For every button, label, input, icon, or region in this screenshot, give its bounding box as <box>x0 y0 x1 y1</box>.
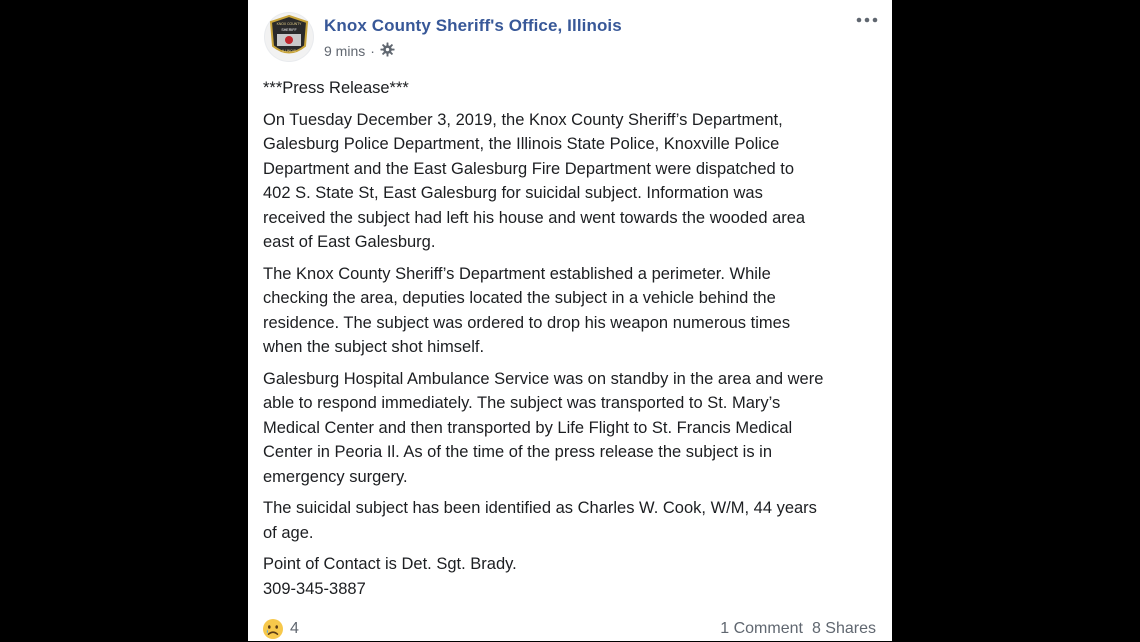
sad-emoji-icon <box>262 618 284 640</box>
meta-separator: · <box>370 43 375 59</box>
shares-count-link[interactable]: 8 Shares <box>811 620 876 637</box>
sheriff-badge-logo-icon <box>264 12 314 62</box>
post-paragraph: On Tuesday December 3, 2019, the Knox County Sheriff’s Department, Galesburg Police Department, the Illinois State Police, Knoxville Police Department and the East Galesburg Fire Department were dispatched to 402 S. State St, East Galesburg for suicidal subject. Information was received the subject had left his house and went towards the wooded area east of East Galesburg. <box>263 110 806 251</box>
post-paragraph-contact: Point of Contact is Det. Sgt. Brady. 309-345-3887 <box>263 555 517 598</box>
page-avatar[interactable] <box>264 12 314 62</box>
post-paragraph: Galesburg Hospital Ambulance Service was on standby in the area and were able to respond immediately. The subject was transported to St. Mary’s Medical Center and then transported by Life Flight to St. Francis Medical Center in Peoria Il. As of the time of the press release the subject is in emergency surgery. <box>263 369 824 486</box>
post-paragraph-heading: ***Press Release*** <box>263 79 409 97</box>
logo-text-middle: SHERIFF <box>281 28 297 32</box>
post-paragraph: The Knox County Sheriff’s Department established a perimeter. While checking the area, deputies located the subject in a vehicle behind the residence. The subject was ordered to drop his weapon numerous times when the subject shot himself. <box>263 264 791 356</box>
reaction-count: 4 <box>290 620 299 637</box>
reaction-summary[interactable] <box>262 618 299 640</box>
gear-icon[interactable] <box>380 42 395 60</box>
post-footer <box>262 616 876 642</box>
page-name-link[interactable]: Knox County Sheriff's Office, Illinois <box>324 16 622 35</box>
post-meta <box>324 42 395 60</box>
post-body <box>263 76 875 608</box>
more-options-button[interactable] <box>854 10 880 30</box>
ellipsis-icon <box>856 17 878 23</box>
post-timestamp[interactable]: 9 mins <box>324 43 366 59</box>
logo-text-bottom: ILLINOIS <box>282 49 296 53</box>
comments-count-link[interactable]: 1 Comment <box>720 620 803 637</box>
facebook-post-card <box>248 0 892 641</box>
post-paragraph: The suicidal subject has been identified as Charles W. Cook, W/M, 44 years of age. <box>263 499 817 542</box>
logo-text-top: KNOX COUNTY <box>276 22 302 26</box>
